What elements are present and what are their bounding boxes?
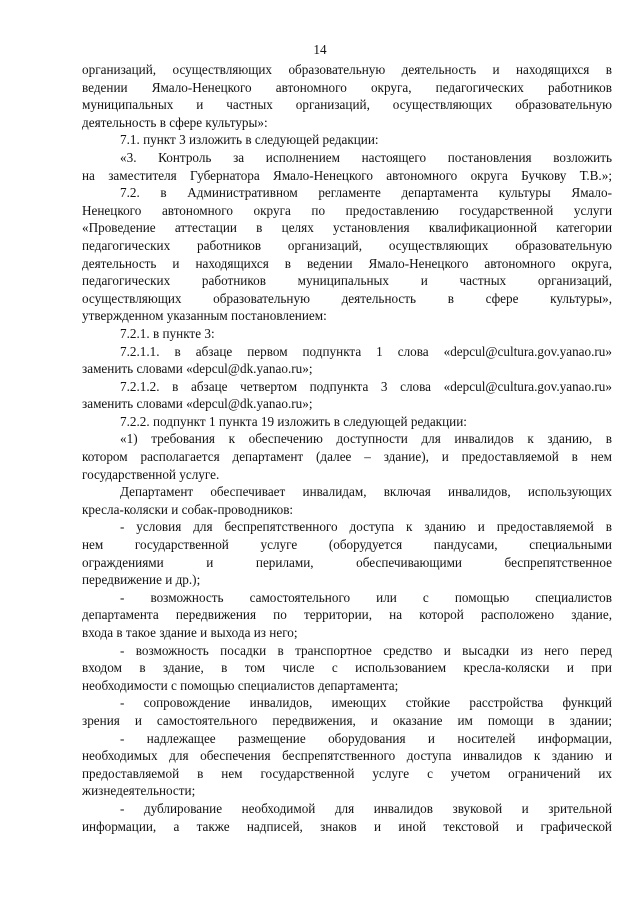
text-line: - надлежащее размещение оборудования и носителей информации, [120, 730, 612, 746]
text-line: - возможность посадки в транспортное средство и высадки из него перед [120, 642, 612, 658]
page-number: 14 [313, 42, 327, 57]
text-line: 7.2.1. в пункте 3: [120, 325, 215, 341]
text-line: - сопровождение инвалидов, имеющих стойкие расстройства функций [120, 695, 612, 711]
text-line: 7.2.1.1. в абзаце первом подпункта 1 слова «depcul@cultura.gov.yanao.ru» [120, 343, 612, 359]
text-line: на заместителя Губернатора Ямало-Ненецкого автономного округа Бучкову Т.В.»; [82, 167, 612, 183]
text-line: осуществляющих образовательную деятельность в сфере культуры», [82, 290, 612, 306]
text-line: педагогических работников муниципальных и частных организаций, [82, 273, 612, 289]
text-line: «3. Контроль за исполнением настоящего постановления возложить [120, 149, 612, 165]
text-line: - возможность самостоятельного или с помощью специалистов [120, 589, 612, 605]
text-line: кресла-коляски и собак-проводников: [82, 501, 294, 517]
text-line: утвержденном указанным постановлением: [82, 308, 327, 324]
text-line: заменить словами «depcul@dk.yanao.ru»; [82, 396, 313, 412]
text-line: заменить словами «depcul@dk.yanao.ru»; [82, 361, 313, 377]
text-line: входа в такое здание и выхода из него; [82, 625, 298, 640]
text-line: 7.2.2. подпункт 1 пункта 19 изложить в следующей редакции: [120, 413, 467, 429]
text-line: предоставляемой в нем государственной услуге с учетом ограничений их [82, 765, 612, 781]
text-line: жизнедеятельности; [82, 783, 196, 799]
text-line: необходимости с помощью специалистов департамента; [82, 677, 399, 693]
text-line: нем государственной услуге (оборудуется пандусами, специальными [82, 537, 612, 553]
text-line: Департамент обеспечивает инвалидам, включая инвалидов, использующих [120, 484, 612, 500]
text-line: - условия для беспрепятственного доступа к зданию и предоставляемой в [120, 519, 612, 535]
text-line: деятельность в сфере культуры»: [82, 114, 268, 130]
text-line: ведении Ямало-Ненецкого автономного округа, педагогических работников [82, 79, 612, 95]
text-line: деятельность и находящихся в ведении Ямало-Ненецкого автономного округа, [82, 255, 612, 271]
text-line: информации, а также надписей, знаков и иной текстовой и графической [82, 818, 612, 834]
text-line: Ненецкого автономного округа по предоставлению государственной услуги [82, 202, 612, 218]
text-line: департамента передвижения по территории, на которой расположено здание, [82, 607, 612, 623]
text-line: входом в здание, в том числе с использованием кресла-коляски и при [82, 660, 612, 676]
text-line: государственной услуге. [82, 466, 220, 482]
text-line: организаций, осуществляющих образовательную деятельность и находящихся в [82, 62, 612, 77]
text-line: «1) требования к обеспечению доступности для инвалидов к зданию, в [120, 431, 612, 447]
text-line: передвижение и др.); [82, 572, 201, 588]
text-line: - дублирование необходимой для инвалидов звуковой и зрительной [120, 800, 612, 816]
text-line: зрения и самостоятельного передвижения, и оказание им помощи в здании; [82, 712, 612, 728]
text-line: ограждениями и перилами, обеспечивающими беспрепятственное [82, 554, 612, 570]
text-line: муниципальных и частных организаций, осуществляющих образовательную [82, 97, 612, 113]
text-line: 7.1. пункт 3 изложить в следующей редакции: [120, 132, 379, 148]
text-line: котором располагается департамент (далее – здание), и предоставляемой в нем [82, 449, 612, 465]
document-body [82, 61, 612, 835]
text-line: 7.2. в Административном регламенте департамента культуры Ямало- [120, 185, 612, 201]
text-line: педагогических работников организаций, осуществляющих образовательную [82, 237, 612, 253]
text-line: необходимых для обеспечения беспрепятственного доступа инвалидов к зданию и [82, 748, 612, 764]
text-line: «Проведение аттестации в целях установления квалификационной категории [82, 220, 612, 236]
text-line: 7.2.1.2. в абзаце четвертом подпункта 3 слова «depcul@cultura.gov.yanao.ru» [120, 378, 612, 394]
